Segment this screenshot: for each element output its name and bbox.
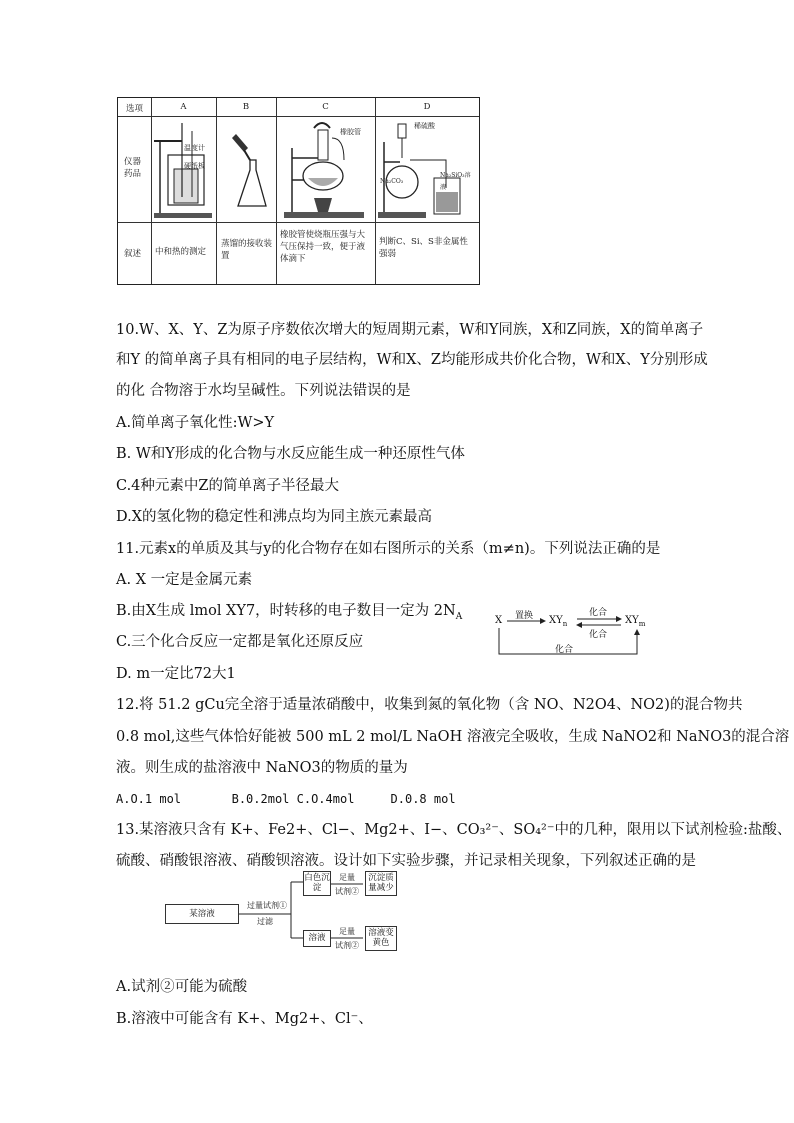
diagram-x: X: [495, 615, 503, 626]
q12-stem-line3: 液。则生成的盐溶液中 NaNO3的物质的量为: [116, 760, 408, 776]
description-b: 蒸馏的接收装置: [221, 239, 273, 261]
flow-step2-bottom: 试剂②: [335, 887, 359, 896]
flow-white-precipitate-box: 白色沉淀: [303, 871, 331, 896]
q10-option-c: C.4种元素中Z的简单离子半径最大: [116, 478, 339, 494]
flow-step1-top: 过量试剂①: [247, 901, 287, 910]
diagram-bottom-label: 化合: [555, 645, 574, 655]
q11-stem: 11.元素x的单质及其与y的化合物存在如右图所示的关系（m≠n)。下列说法正确的是: [116, 541, 661, 557]
q12-options: A.O.1 mol B.0.2mol C.O.4mol D.0.8 mol: [116, 792, 456, 806]
flow-filtrate-box: 溶液: [303, 930, 331, 947]
label-rubber-tube: 橡胶管: [340, 128, 361, 136]
q10-option-b: B. W和Y形成的化合物与水反应能生成一种还原性气体: [116, 446, 465, 462]
flow-step2-top: 足量: [339, 873, 355, 882]
q13-option-a: A.试剂②可能为硫酸: [116, 979, 248, 995]
diagram-xyn: $XY_n$: [549, 615, 568, 628]
header-b: B: [242, 102, 250, 112]
flow-step1-bottom: 过滤: [257, 917, 273, 926]
apparatus-b-drawing: [222, 120, 272, 220]
q12-stem-line1: 12.将 51.2 gCu完全溶于适量浓硝酸中，收集到氮的氧化物（含 NO、N2O4、NO2)的混合物共: [116, 697, 743, 713]
q13-stem-line1: 13.某溶液只含有 K+、Fe2+、Cl−、Mg2+、I−、CO₃²⁻、SO₄²⁻中的几种，限用以下试剂检验:盐酸、: [116, 822, 792, 838]
q13-stem-line2: 硫酸、硝酸银溶液、硝酸钡溶液。设计如下实验步骤，并记录相关现象，下列叙述正确的是: [116, 853, 696, 869]
header-d: D: [423, 102, 431, 112]
description-d: 判断C、Si、S非金属性强弱: [379, 237, 468, 259]
description-c: 橡胶管使烧瓶压强与大气压保持一致，便于液体滴下: [280, 230, 366, 264]
diagram-backward-label: 化合: [589, 630, 608, 640]
q10-stem-line2: 和Y 的简单离子具有相同的电子层结构，W和X、Z均能形成共价化合物，W和X、Y分别形成: [116, 352, 708, 368]
description-a: 中和热的测定: [155, 247, 207, 257]
q10-option-d: D.X的氢化物的稳定性和沸点均为同主族元素最高: [116, 509, 433, 525]
q11-option-a: A. X 一定是金属元素: [116, 572, 253, 588]
flow-step3-top: 足量: [339, 927, 355, 936]
q10-option-a: A.简单离子氧化性:W>Y: [116, 415, 275, 431]
flow-step3-bottom: 试剂②: [335, 941, 359, 950]
label-cardboard: 硬纸板: [184, 162, 205, 170]
diagram-forward-label: 化合: [589, 608, 608, 618]
q11-option-d: D. m一定比72大1: [116, 666, 236, 682]
label-thermometer: 温度计: [184, 144, 205, 152]
label-dilute-sulfuric-acid: 稀硫酸: [414, 122, 435, 130]
q11-option-b: B.由X生成 lmol XY7，时转移的电子数目一定为 $2N_A$: [116, 603, 463, 622]
header-c: C: [322, 102, 329, 112]
row-label-apparatus: 仪器 药品: [124, 157, 142, 179]
apparatus-table: [117, 97, 480, 285]
q13-option-b: B.溶液中可能含有 K+、Mg2+、Cl⁻、: [116, 1011, 373, 1027]
flow-start-box: 某溶液: [165, 904, 239, 924]
row-label-description: 叙述: [124, 249, 142, 259]
flow-result2-box: 溶液变黄色: [365, 926, 397, 951]
q10-stem-line3: 的化 合物溶于水均呈碱性。下列说法错误的是: [116, 383, 411, 399]
q12-stem-line2: 0.8 mol,这些气体恰好能被 500 mL 2 mol/L NaOH 溶液完全吸收，生成 NaNO2和 NaNO3的混合溶: [116, 729, 790, 745]
label-na2co3: Na₂CO₃: [380, 178, 404, 185]
diagram-arrow-label-displacement: 置换: [515, 611, 534, 621]
q11-diagram: [493, 608, 653, 660]
header-a: A: [180, 102, 187, 112]
label-na2sio3: Na₂SiO₃溶液: [440, 172, 471, 191]
header-option: 选项: [125, 104, 143, 114]
q11-option-c: C.三个化合反应一定都是氧化还原反应: [116, 634, 364, 650]
flow-result1-box: 沉淀质量减少: [365, 871, 397, 896]
q10-stem-line1: 10.W、X、Y、Z为原子序数依次增大的短周期元素，W和Y同族，X和Z同族，X的简单离子: [116, 322, 704, 338]
diagram-xym: $XY_m$: [625, 615, 646, 628]
q13-flowchart: [165, 870, 415, 952]
